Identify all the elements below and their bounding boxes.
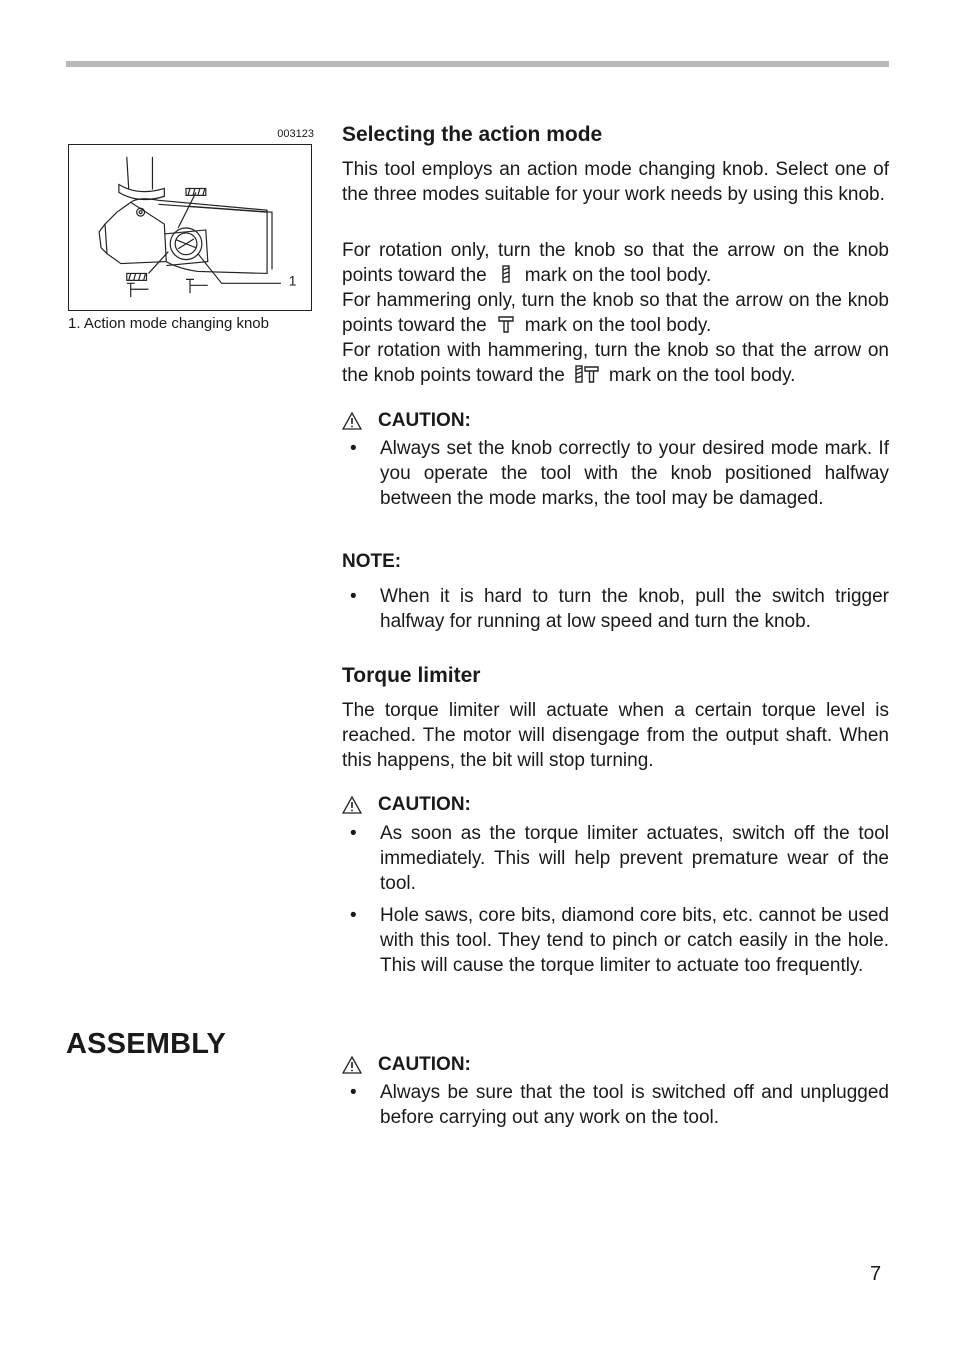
caution-2-item-2: • Hole saws, core bits, diamond core bits, etc. cannot be used with this tool. They tend to pinch or catch easily in the hole. This will cause the torque limiter to actuate too frequently. [350, 905, 889, 976]
caution-1: CAUTION: [342, 408, 889, 433]
caution-3: CAUTION: [342, 1052, 889, 1077]
page-number: 7 [870, 1263, 882, 1285]
caution-2-item-1: • As soon as the torque limiter actuates, switch off the tool immediately. This will help prevent premature wear of the tool. [350, 823, 889, 894]
warning-triangle-icon [342, 412, 362, 430]
caution-1-item: • Always set the knob correctly to your desired mode mark. If you operate the tool with the knob positioned halfway between the mode marks, the tool may be damaged. [350, 438, 889, 509]
warning-triangle-icon [342, 1056, 362, 1074]
rotation-instruction: For rotation only, turn the knob so that the arrow on the knob points toward the mark on the tool body. [342, 240, 889, 286]
caution-3-item: • Always be sure that the tool is switched off and unplugged before carrying out any work on the tool. [350, 1082, 889, 1128]
tool-illustration [68, 144, 312, 311]
callout-label: 1 [288, 272, 297, 289]
rotation-hammer-instruction: For rotation with hammering, turn the knob so that the arrow on the knob points toward the mark on the tool body. [342, 340, 889, 386]
header-rule [66, 61, 889, 67]
heading-torque-limiter: Torque limiter [342, 664, 481, 687]
note-item: • When it is hard to turn the knob, pull the switch trigger halfway for running at low speed and turn the knob. [350, 586, 889, 632]
warning-triangle-icon [342, 796, 362, 814]
intro-paragraph: This tool employs an action mode changing knob. Select one of the three modes suitable for your work needs by using this knob. [342, 159, 889, 205]
drill-drawing [69, 145, 311, 310]
rotation-hammer-mark-icon [575, 365, 599, 383]
note-label: NOTE: [342, 551, 402, 572]
mode-instructions [342, 238, 889, 388]
hammer-instruction: For hammering only, turn the knob so that the arrow on the knob points toward the mark on the tool body. [342, 290, 889, 336]
heading-selecting-action-mode: Selecting the action mode [342, 123, 603, 146]
section-heading-assembly: ASSEMBLY [66, 1028, 227, 1060]
rotation-mark-icon [497, 265, 515, 283]
figure-id: 003123 [277, 128, 314, 140]
figure-caption: 1. Action mode changing knob [68, 315, 269, 332]
caution-2: CAUTION: [342, 792, 889, 817]
hammer-mark-icon [497, 315, 515, 333]
torque-paragraph: The torque limiter will actuate when a certain torque level is reached. The motor will disengage from the output shaft. When this happens, the bit will stop turning. [342, 700, 889, 771]
